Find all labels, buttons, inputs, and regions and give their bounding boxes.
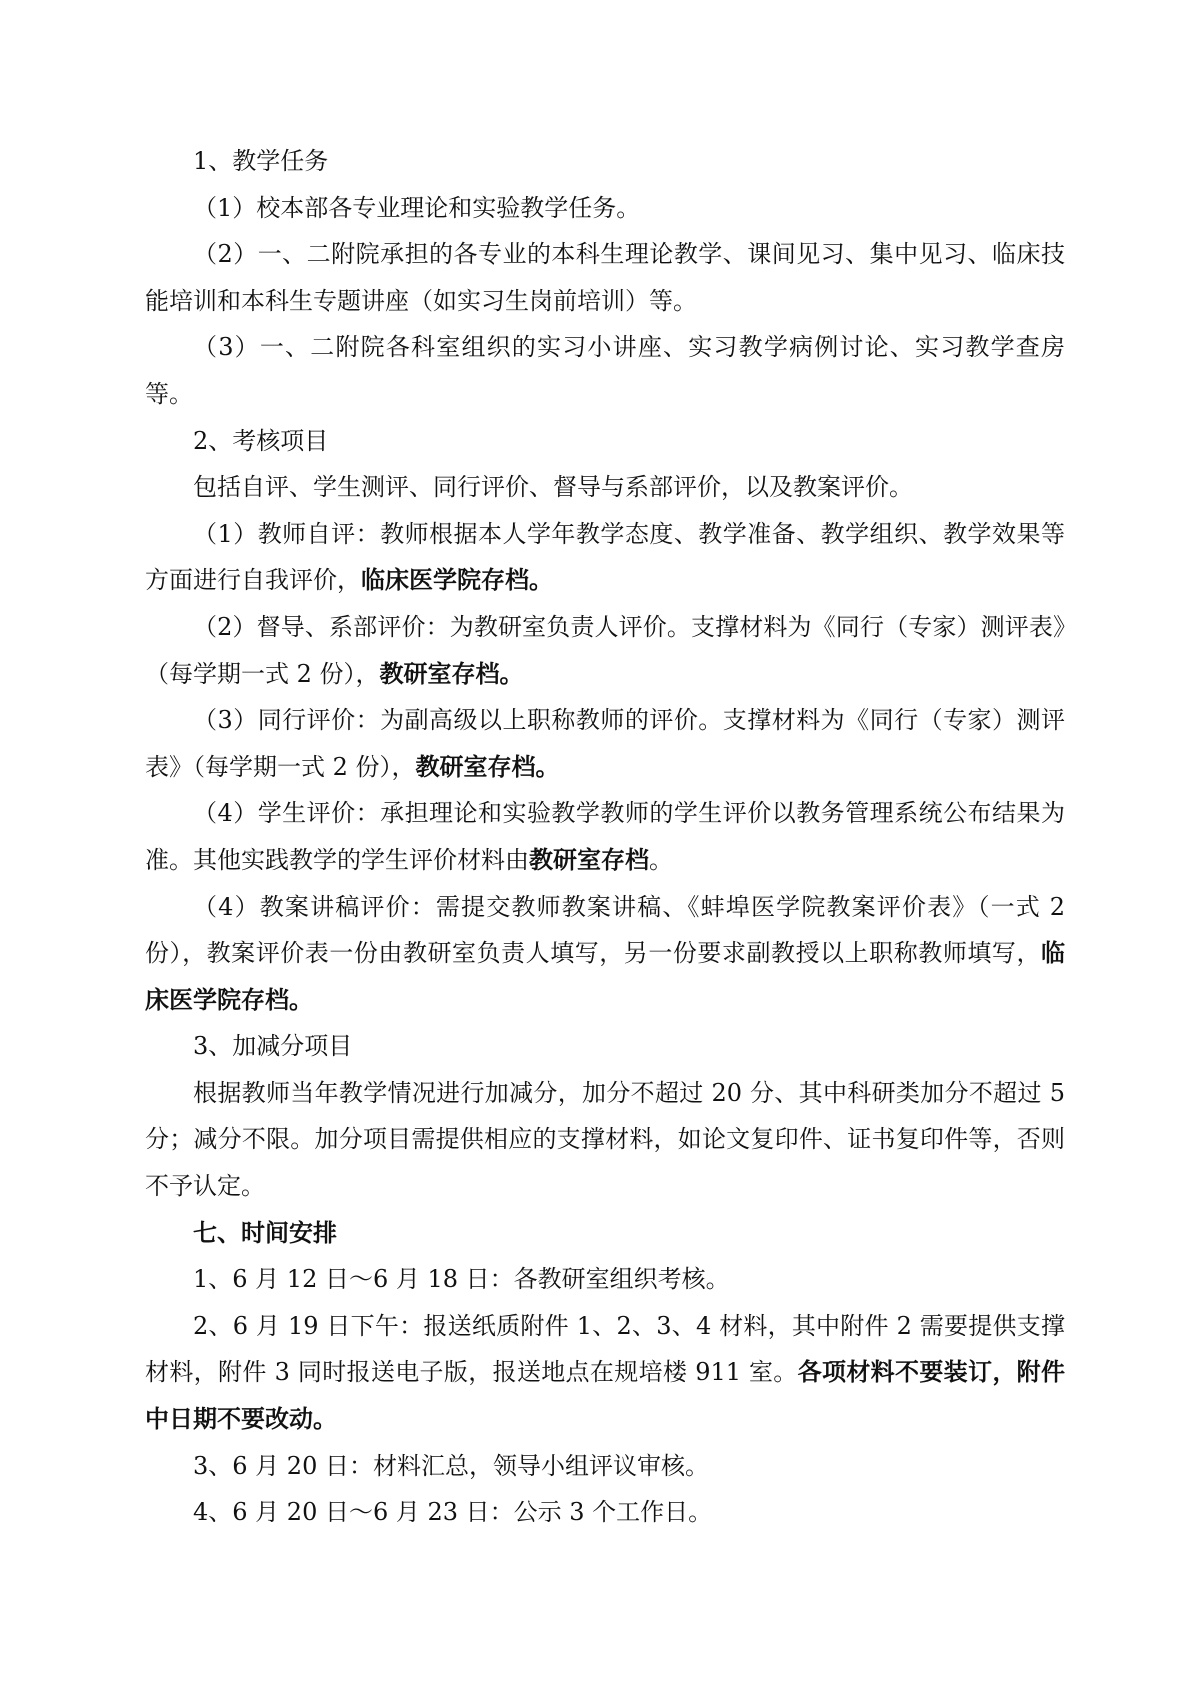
bold-text-segment: 临床医学院存档。 [361, 565, 553, 595]
text-segment: 2、6 月 19 日下午：报送纸质附件 1、2、3、4 材料，其中附件 2 需要提供支撑材料，附件 3 同时报送电子版，报送地点在规培楼 911 室。 [145, 1311, 1065, 1387]
para-lesson-plan-eval [145, 884, 1065, 1024]
bold-text-segment: 临床医学院存档。 [145, 938, 1065, 1014]
bold-text-segment: 各项材料不要装订，附件中日期不要改动。 [145, 1357, 1066, 1434]
text-segment: 包括自评、学生测评、同行评价、督导与系部评价，以及教案评价。 [193, 473, 913, 502]
bold-text-segment: 教研室存档。 [379, 658, 524, 688]
para-student-eval [145, 790, 1065, 883]
para-supervisor-eval [145, 604, 1065, 697]
para-task-1 [145, 185, 1065, 232]
bold-text-segment: 教研室存档 [529, 844, 649, 874]
para-schedule-1 [145, 1256, 1065, 1303]
text-segment: （4）教案讲稿评价：需提交教师教案讲稿、《蚌埠医学院教案评价表》（一式 2 份），教案评价表一份由教研室负责人填写，另一份要求副教授以上职称教师填写， [145, 892, 1065, 968]
para-task-3 [145, 324, 1065, 417]
text-segment: （2）一、二附院承担的各专业的本科生理论教学、课间见习、集中见习、临床技能培训和本科生专题讲座（如实习生岗前培训）等。 [145, 240, 1065, 315]
para-task-2 [145, 231, 1065, 324]
bold-text-segment: 教研室存档。 [415, 751, 560, 781]
para-schedule-2 [145, 1303, 1065, 1443]
para-peer-eval [145, 697, 1065, 790]
text-segment: （1）校本部各专业理论和实验教学任务。 [193, 193, 641, 222]
para-schedule-4 [145, 1489, 1065, 1536]
text-segment: （3）同行评价：为副高级以上职称教师的评价。支撑材料为《同行（专家）测评表》（每学期一式 2 份）， [145, 706, 1065, 781]
para-assessment-heading [145, 418, 1065, 465]
text-segment: （4）学生评价：承担理论和实验教学教师的学生评价以教务管理系统公布结果为准。其他实践教学的学生评价材料由 [145, 799, 1065, 874]
text-segment: （1）教师自评：教师根据本人学年教学态度、教学准备、教学组织、教学效果等方面进行自我评价， [145, 519, 1065, 595]
text-segment: 1、6 月 12 日～6 月 18 日：各教研室组织考核。 [193, 1265, 730, 1294]
para-schedule-3 [145, 1443, 1065, 1490]
bold-text-segment: 七、时间安排 [193, 1217, 337, 1247]
text-segment: 3、6 月 20 日：材料汇总，领导小组评议审核。 [193, 1451, 709, 1480]
para-bonus-heading [145, 1023, 1065, 1070]
text-segment: 1、教学任务 [193, 147, 329, 175]
text-segment: （2）督导、系部评价：为教研室负责人评价。支撑材料为《同行（专家）测评表》（每学期一式 2 份）， [145, 612, 1065, 688]
text-segment: （3）一、二附院各科室组织的实习小讲座、实习教学病例讨论、实习教学查房等。 [145, 333, 1065, 408]
text-segment: 。 [649, 845, 673, 874]
text-segment: 2、考核项目 [193, 426, 329, 455]
para-schedule-heading [145, 1210, 1065, 1257]
text-segment: 根据教师当年教学情况进行加减分，加分不超过 20 分、其中科研类加分不超过 5 分；减分不限。加分项目需提供相应的支撑材料，如论文复印件、证书复印件等，否则不予认定。 [145, 1078, 1065, 1201]
para-teaching-tasks-heading [145, 138, 1065, 185]
para-self-eval [145, 511, 1065, 604]
text-segment: 3、加减分项目 [193, 1032, 353, 1061]
document-body [145, 138, 1065, 1536]
text-segment: 4、6 月 20 日～6 月 23 日：公示 3 个工作日。 [193, 1498, 713, 1527]
para-assessment-intro [145, 464, 1065, 511]
para-bonus-rules [145, 1070, 1065, 1210]
